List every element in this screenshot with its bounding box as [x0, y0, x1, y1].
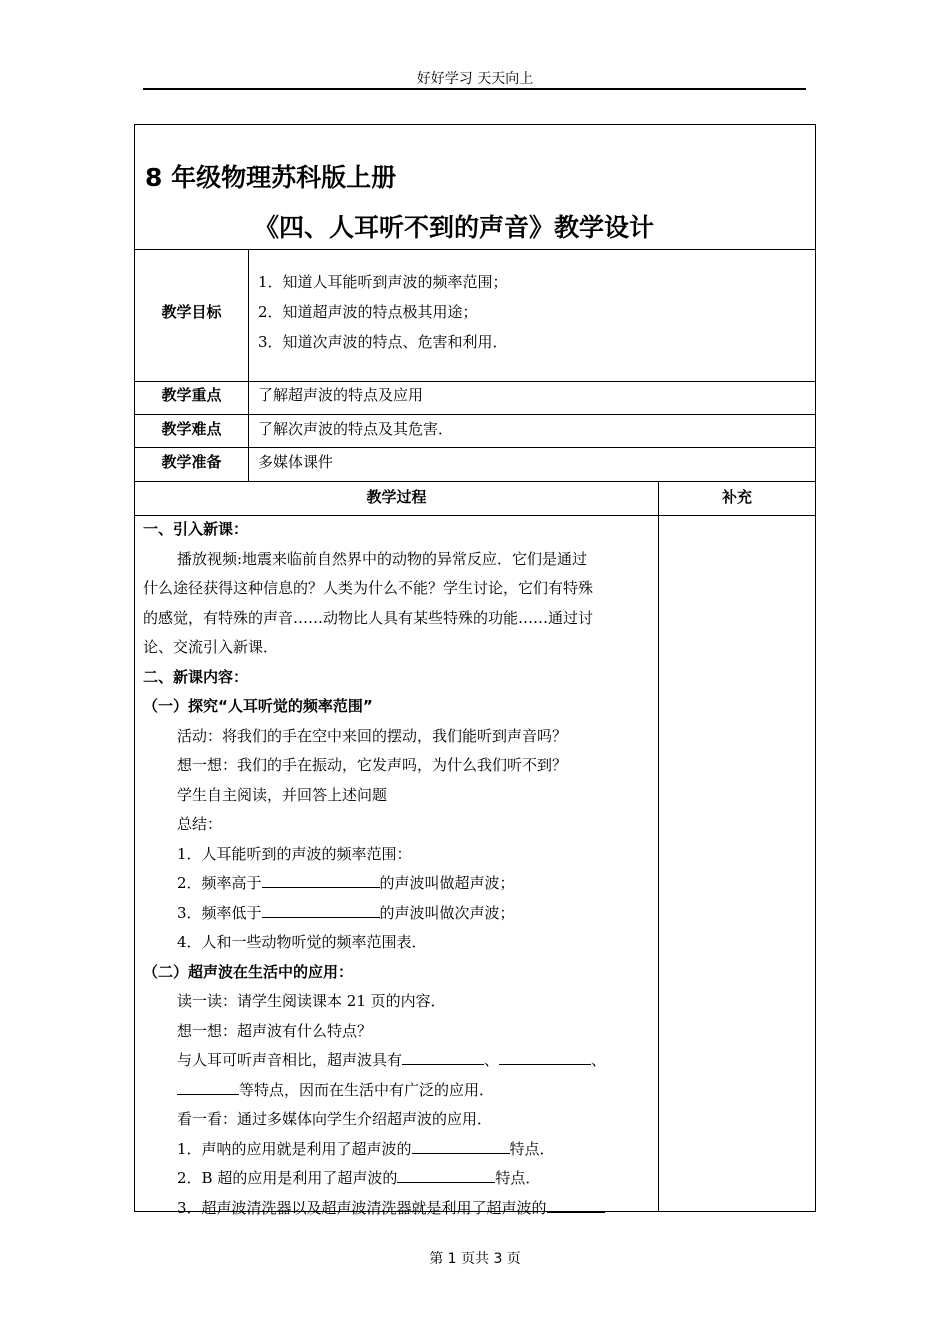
subsection-heading: （一）探究“人耳听觉的频率范围” [143, 697, 373, 715]
fill-in-text: 等特点，因而在生活中有广泛的应用． [239, 1080, 495, 1099]
document-subtitle: 8 年级物理苏科版上册 [145, 163, 397, 192]
paragraph-line: 学生自主阅读，并回答上述问题 [177, 785, 388, 804]
goal-item: 3．知道次声波的特点、危害和利用． [258, 333, 508, 351]
fill-in-item [143, 1135, 651, 1165]
preparation-value: 多媒体课件 [258, 453, 334, 471]
answer-blank [177, 1077, 239, 1095]
list-item: 1．人耳能听到的声波的频率范围： [177, 844, 412, 863]
fill-in-text: 的声波叫做次声波； [379, 903, 515, 922]
answer-blank [262, 900, 380, 918]
paragraph-line: 看一看：通过多媒体向学生介绍超声波的应用． [177, 1110, 493, 1128]
difficulty-value: 了解次声波的特点及其危害． [258, 420, 454, 438]
answer-blank [412, 1136, 510, 1154]
supplement-column-divider [658, 481, 659, 1212]
answer-blank [262, 870, 380, 888]
fill-in-text: 、 [484, 1051, 500, 1069]
paragraph-line: 想一想：超声波有什么特点？ [177, 1021, 373, 1040]
answer-blank [547, 1195, 605, 1213]
table-divider [135, 481, 815, 482]
section-heading: 二、新课内容： [143, 667, 249, 686]
paragraph-line: 什么途径获得这种信息的？人类为什么不能？学生讨论，它们有特殊 [143, 579, 594, 597]
paragraph-line: 总结： [177, 815, 223, 833]
paragraph-line: 读一读：请学生阅读课本 21 页的内容． [177, 992, 446, 1010]
fill-in-item [143, 869, 651, 899]
paragraph-line: 活动：将我们的手在空中来回的摆动，我们能听到声音吗？ [177, 726, 568, 745]
label-column-divider [248, 249, 249, 481]
fill-in-item [143, 1164, 651, 1194]
paragraph-line: 的感觉，有特殊的声音……动物比人具有某些特殊的功能……通过讨 [143, 608, 594, 627]
section-heading: 一、引入新课： [143, 520, 249, 538]
goal-label: 教学目标 [161, 303, 222, 321]
process-column-header: 教学过程 [366, 488, 427, 506]
preparation-label: 教学准备 [161, 453, 222, 471]
fill-in-text: 特点． [495, 1169, 541, 1187]
fill-in-item [143, 1076, 651, 1106]
difficulty-label: 教学难点 [161, 420, 222, 438]
goal-item: 2．知道超声波的特点极其用途； [258, 303, 478, 321]
fill-in-text: 特点． [509, 1139, 555, 1158]
header-rule [143, 88, 806, 90]
fill-in-text: 1．声呐的应用就是利用了超声波的 [177, 1139, 412, 1158]
answer-blank [397, 1165, 495, 1183]
supplement-column-header: 补充 [721, 488, 752, 506]
fill-in-item [143, 1046, 651, 1076]
page-header-text: 好好学习 天天向上 [416, 71, 534, 87]
fill-in-text: 、 [591, 1051, 607, 1069]
list-item: 4．人和一些动物听觉的频率范围表． [177, 933, 427, 951]
fill-in-item [143, 899, 651, 929]
table-divider [135, 249, 815, 250]
table-divider [135, 447, 815, 448]
paragraph-line: 想一想：我们的手在振动，它发声吗，为什么我们听不到？ [177, 756, 568, 774]
goal-item: 1．知道人耳能听到声波的频率范围； [258, 273, 508, 291]
table-divider [135, 381, 815, 382]
table-divider [135, 414, 815, 415]
fill-in-text: 2．B 超的应用是利用了超声波的 [177, 1169, 398, 1187]
fill-in-item [143, 1194, 651, 1224]
key-point-label: 教学重点 [161, 386, 222, 404]
fill-in-text: 与人耳可听声音相比，超声波具有 [177, 1051, 403, 1069]
fill-in-text: 的声波叫做超声波； [379, 874, 515, 892]
paragraph-line: 论、交流引入新课． [143, 638, 279, 656]
fill-in-text: 2．频率高于 [177, 874, 262, 892]
document-title: 《四、人耳听不到的声音》教学设计 [254, 213, 655, 242]
subsection-heading: （二）超声波在生活中的应用： [143, 962, 354, 981]
answer-blank [499, 1047, 591, 1065]
teaching-process-content [143, 515, 651, 1223]
key-point-value: 了解超声波的特点及应用 [258, 386, 424, 404]
answer-blank [402, 1047, 484, 1065]
paragraph-line: 播放视频:地震来临前自然界中的动物的异常反应．它们是通过 [177, 549, 588, 568]
fill-in-text: 3．超声波清洗器以及超声波清洗器就是利用了超声波的 [177, 1198, 547, 1217]
fill-in-text: 3．频率低于 [177, 903, 262, 922]
page-footer: 第 1 页共 3 页 [429, 1251, 521, 1267]
